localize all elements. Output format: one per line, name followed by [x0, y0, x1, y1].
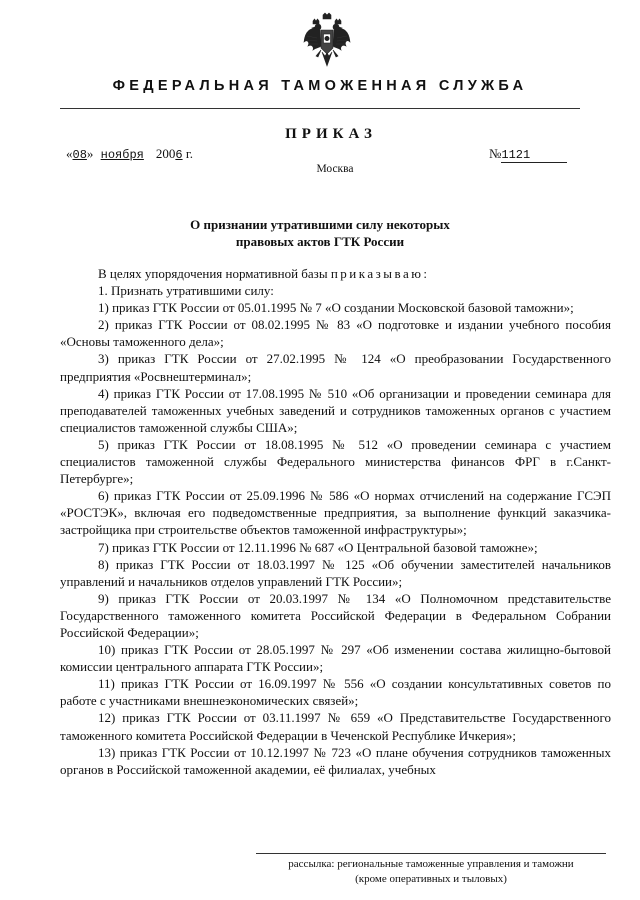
- order-body: [60, 265, 611, 778]
- date-day: 08: [72, 148, 87, 162]
- date-suffix: г.: [185, 146, 193, 161]
- order-number: [489, 146, 567, 163]
- date-year-prefix: 200: [155, 146, 176, 161]
- clause-1: 1. Признать утратившими силу:: [98, 283, 274, 299]
- list-item: 4) приказ ГТК России от 17.08.1995 № 510 «Об организации и проведении семинара для преподавателей таможенных учебных заведений и сотрудников таможенных органов с участием специалистов таможенной службы США»;: [60, 385, 611, 435]
- number-sign: №: [489, 146, 502, 161]
- date-month: ноября: [100, 148, 144, 162]
- header-divider: [60, 108, 580, 109]
- agency-name: ФЕДЕРАЛЬНАЯ ТАМОЖЕННАЯ СЛУЖБА: [112, 78, 528, 94]
- list-item: 2) приказ ГТК России от 08.02.1995 № 83 «О подготовке и издании учебного пособия «Основы таможенного дела»;: [60, 317, 611, 350]
- date-open-quote: «: [66, 146, 73, 161]
- double-headed-eagle-emblem-icon: [302, 12, 352, 70]
- date-year-last: 6: [175, 148, 183, 162]
- order-date: [66, 146, 193, 162]
- list-item: 7) приказ ГТК России от 12.11.1996 № 687 «О Центральной базовой таможне»;: [98, 539, 538, 555]
- list-item: 8) приказ ГТК России от 18.03.1997 № 125 «Об обучении заместителей начальников управлений и начальников отделов управлений ГТК России»;: [60, 556, 611, 589]
- number-value: 1121: [501, 148, 567, 163]
- list-item: 1) приказ ГТК России от 05.01.1995 № 7 «О создании Московской базовой таможни»;: [98, 300, 574, 316]
- order-title-line-2: правовых актов ГТК России: [235, 234, 405, 249]
- distribution-line-2: (кроме оперативных и тыловых): [355, 873, 507, 885]
- list-item: 13) приказ ГТК России от 10.12.1997 № 723 «О плане обучения сотрудников таможенных органов в Российской таможенной академии, её филиалах, учебных: [60, 744, 611, 777]
- list-item: 3) приказ ГТК России от 27.02.1995 № 124 «О преобразовании Государственного предприятия «Росвнештерминал»;: [60, 351, 611, 384]
- order-title: [0, 216, 640, 250]
- issue-city: Москва: [316, 163, 354, 175]
- list-item: 12) приказ ГТК России от 03.11.1997 № 659 «О Представительстве Государственного таможенного комитета Российской Федерации в Чеченской Республике Ичкерия»;: [60, 710, 611, 743]
- list-item: 5) приказ ГТК России от 18.08.1995 № 512 «О проведении семинара с участием специалистов таможенной службы Федерального министерства финансов ФРГ в г.Санкт-Петербурге»;: [60, 436, 611, 487]
- document-type-title: ПРИКАЗ: [285, 126, 377, 142]
- date-close-quote: »: [86, 146, 94, 161]
- list-item: 11) приказ ГТК России от 16.09.1997 № 556 «О создании консультативных советов по работе с участниками внешнеэкономических связей»;: [60, 676, 611, 709]
- list-item: 10) приказ ГТК России от 28.05.1997 № 297 «Об изменении состава жилищно-бытовой комиссии центрального аппарата ГТК России»;: [60, 642, 611, 675]
- intro-paragraph: [60, 265, 611, 282]
- distribution-line-1: рассылка: региональные таможенные управления и таможни: [288, 858, 574, 870]
- list-item: 6) приказ ГТК России от 25.09.1996 № 586 «О нормах отчислений на содержание ГСЭП «РОСТЭК», включая его подведомственные предприятия, за выполнение функций заказчика-застройщика при строительстве объектов таможенной инфраструктуры»;: [60, 488, 611, 538]
- intro-command: приказываю:: [330, 266, 430, 281]
- distribution-note: [256, 853, 606, 887]
- order-title-line-1: О признании утратившими силу некоторых: [190, 217, 450, 232]
- intro-text: В целях упорядочения нормативной базы: [98, 266, 328, 281]
- list-item: 9) приказ ГТК России от 20.03.1997 № 134 «О Полномочном представительстве Государственного таможенного комитета Российской Федерации в Федеральном Собрании Российской Федерации»;: [60, 590, 611, 640]
